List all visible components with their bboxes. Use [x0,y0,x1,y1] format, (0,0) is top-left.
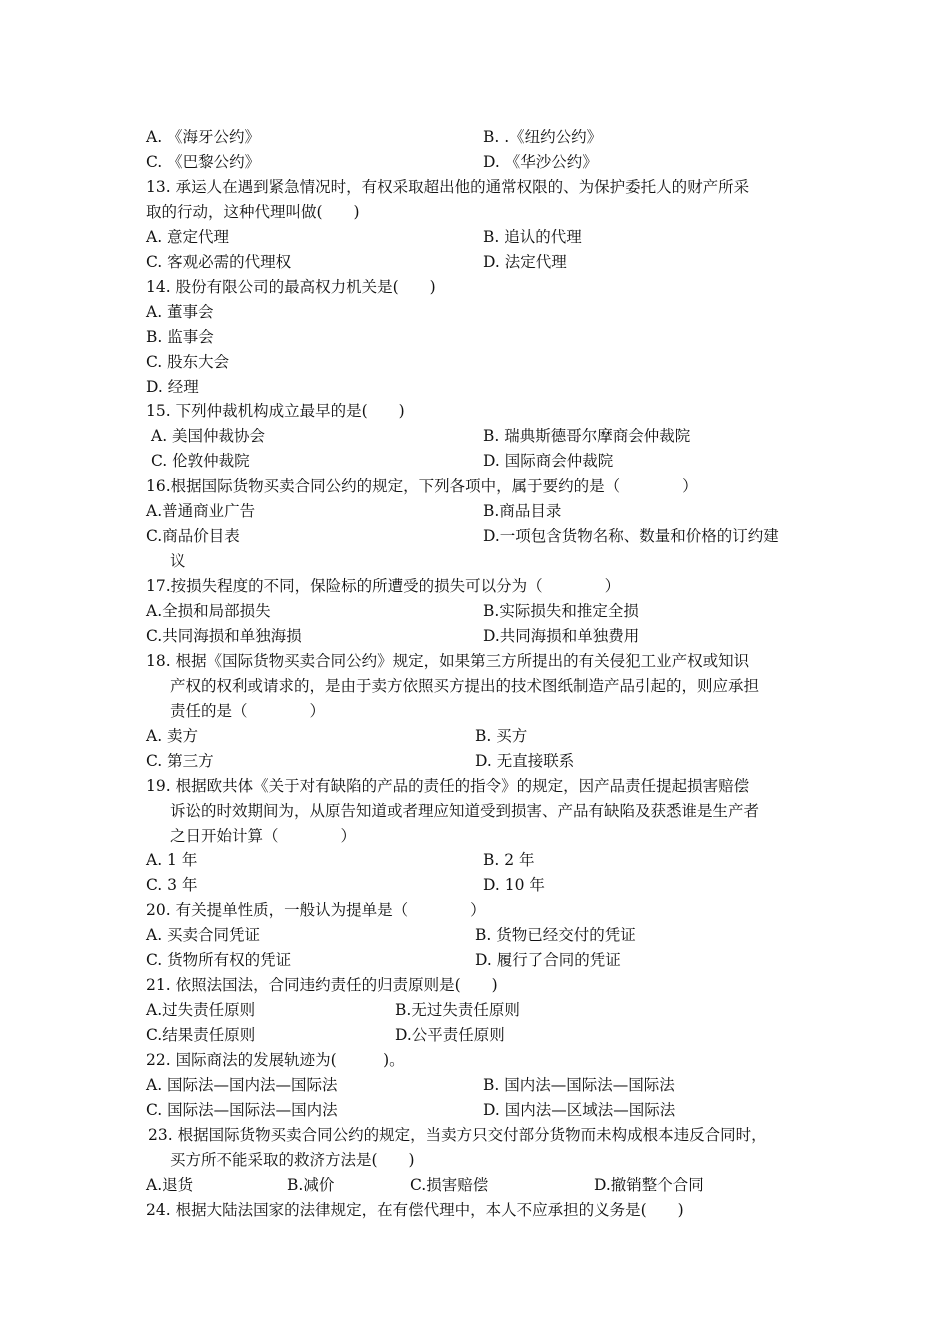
q14-option-b: B. 监事会 [146,328,214,346]
q16-option-c: C.商品价目表 [146,527,240,545]
q20-option-a: A. 买卖合同凭证 [146,926,261,944]
q19-option-d: D. 10 年 [483,876,545,894]
q12-option-c: C. 《巴黎公约》 [146,153,261,171]
q20-stem: 20. 有关提单性质，一般认为提单是（ ） [146,901,486,919]
q22-option-c: C. 国际法—国际法—国内法 [146,1101,338,1119]
q18-option-a: A. 卖方 [146,727,199,745]
q19-stem-line3: 之日开始计算（ ） [170,827,357,845]
q16-option-b: B.商品目录 [483,502,562,520]
q19-stem-line2: 诉讼的时效期间为，从原告知道或者理应知道受到损害、产品有缺陷及获悉谁是生产者 [170,802,760,820]
q18-option-d: D. 无直接联系 [475,752,575,770]
q20-option-b: B. 货物已经交付的凭证 [475,926,636,944]
q22-option-d: D. 国内法—区域法—国际法 [483,1101,676,1119]
q21-option-b: B.无过失责任原则 [395,1001,520,1019]
q23-option-c: C.损害赔偿 [410,1176,489,1194]
q19-option-b: B. 2 年 [483,851,535,869]
q15-option-b: B. 瑞典斯德哥尔摩商会仲裁院 [483,427,691,445]
q23-option-a: A.退货 [146,1176,194,1194]
q22-option-a: A. 国际法—国内法—国际法 [146,1076,338,1094]
q22-stem: 22. 国际商法的发展轨迹为( )。 [146,1051,405,1069]
q21-option-a: A.过失责任原则 [146,1001,256,1019]
q20-option-d: D. 履行了合同的凭证 [475,951,621,969]
q21-option-c: C.结果责任原则 [146,1026,256,1044]
q18-option-c: C. 第三方 [146,752,214,770]
q13-stem-line2: 取的行动，这种代理叫做( ) [146,203,360,221]
q13-stem-line1: 13. 承运人在遇到紧急情况时，有权采取超出他的通常权限的、为保护委托人的财产所采 [146,178,750,196]
q17-stem: 17.按损失程度的不同，保险标的所遭受的损失可以分为（ ） [146,577,621,595]
q21-option-d: D.公平责任原则 [395,1026,505,1044]
q15-option-a: A. 美国仲裁协会 [151,427,266,445]
q17-option-d: D.共同海损和单独费用 [483,627,640,645]
q12-option-d: D. 《华沙公约》 [483,153,598,171]
q19-stem-line1: 19. 根据欧共体《关于对有缺陷的产品的责任的指令》的规定，因产品责任提起损害赔偿 [146,777,750,795]
q15-stem: 15. 下列仲裁机构成立最早的是( ) [146,402,405,420]
q16-stem: 16.根据国际货物买卖合同公约的规定，下列各项中，属于要约的是（ ） [146,477,698,495]
q16-option-a: A.普通商业广告 [146,502,256,520]
q18-stem-line1: 18. 根据《国际货物买卖合同公约》规定，如果第三方所提出的有关侵犯工业产权或知识 [146,652,750,670]
q24-stem: 24. 根据大陆法国家的法律规定，在有偿代理中，本人不应承担的义务是( ) [146,1201,684,1219]
q23-option-b: B.减价 [287,1176,335,1194]
q17-option-a: A.全损和局部损失 [146,602,271,620]
q14-option-d: D. 经理 [146,378,199,396]
q19-option-a: A. 1 年 [146,851,198,869]
q18-stem-line2: 产权的权利或请求的，是由于卖方依照买方提出的技术图纸制造产品引起的，则应承担 [170,677,760,695]
q13-option-d: D. 法定代理 [483,253,567,271]
q16-option-d-line2: 议 [170,552,186,570]
q18-stem-line3: 责任的是（ ） [170,702,326,720]
q21-stem: 21. 依照法国法，合同违约责任的归责原则是( ) [146,976,498,994]
q16-option-d-line1: D.一项包含货物名称、数量和价格的订约建 [483,527,779,545]
q13-option-c: C. 客观必需的代理权 [146,253,292,271]
q14-stem: 14. 股份有限公司的最高权力机关是( ) [146,278,436,296]
q15-option-d: D. 国际商会仲裁院 [483,452,614,470]
q14-option-c: C. 股东大会 [146,353,230,371]
q14-option-a: A. 董事会 [146,303,214,321]
q17-option-b: B.实际损失和推定全损 [483,602,639,620]
q23-stem-line1: 23. 根据国际货物买卖合同公约的规定，当卖方只交付部分货物而未构成根本违反合同时， [148,1126,767,1144]
q18-option-b: B. 买方 [475,727,528,745]
q19-option-c: C. 3 年 [146,876,198,894]
q22-option-b: B. 国内法—国际法—国际法 [483,1076,675,1094]
q13-option-b: B. 追认的代理 [483,228,582,246]
q13-option-a: A. 意定代理 [146,228,230,246]
q12-option-a: A. 《海牙公约》 [146,128,261,146]
q23-option-d: D.撤销整个合同 [594,1176,704,1194]
q20-option-c: C. 货物所有权的凭证 [146,951,292,969]
q15-option-c: C. 伦敦仲裁院 [151,452,250,470]
q17-option-c: C.共同海损和单独海损 [146,627,302,645]
q23-stem-line2: 买方所不能采取的救济方法是( ) [170,1151,415,1169]
q12-option-b: B. .《纽约公约》 [483,128,603,146]
